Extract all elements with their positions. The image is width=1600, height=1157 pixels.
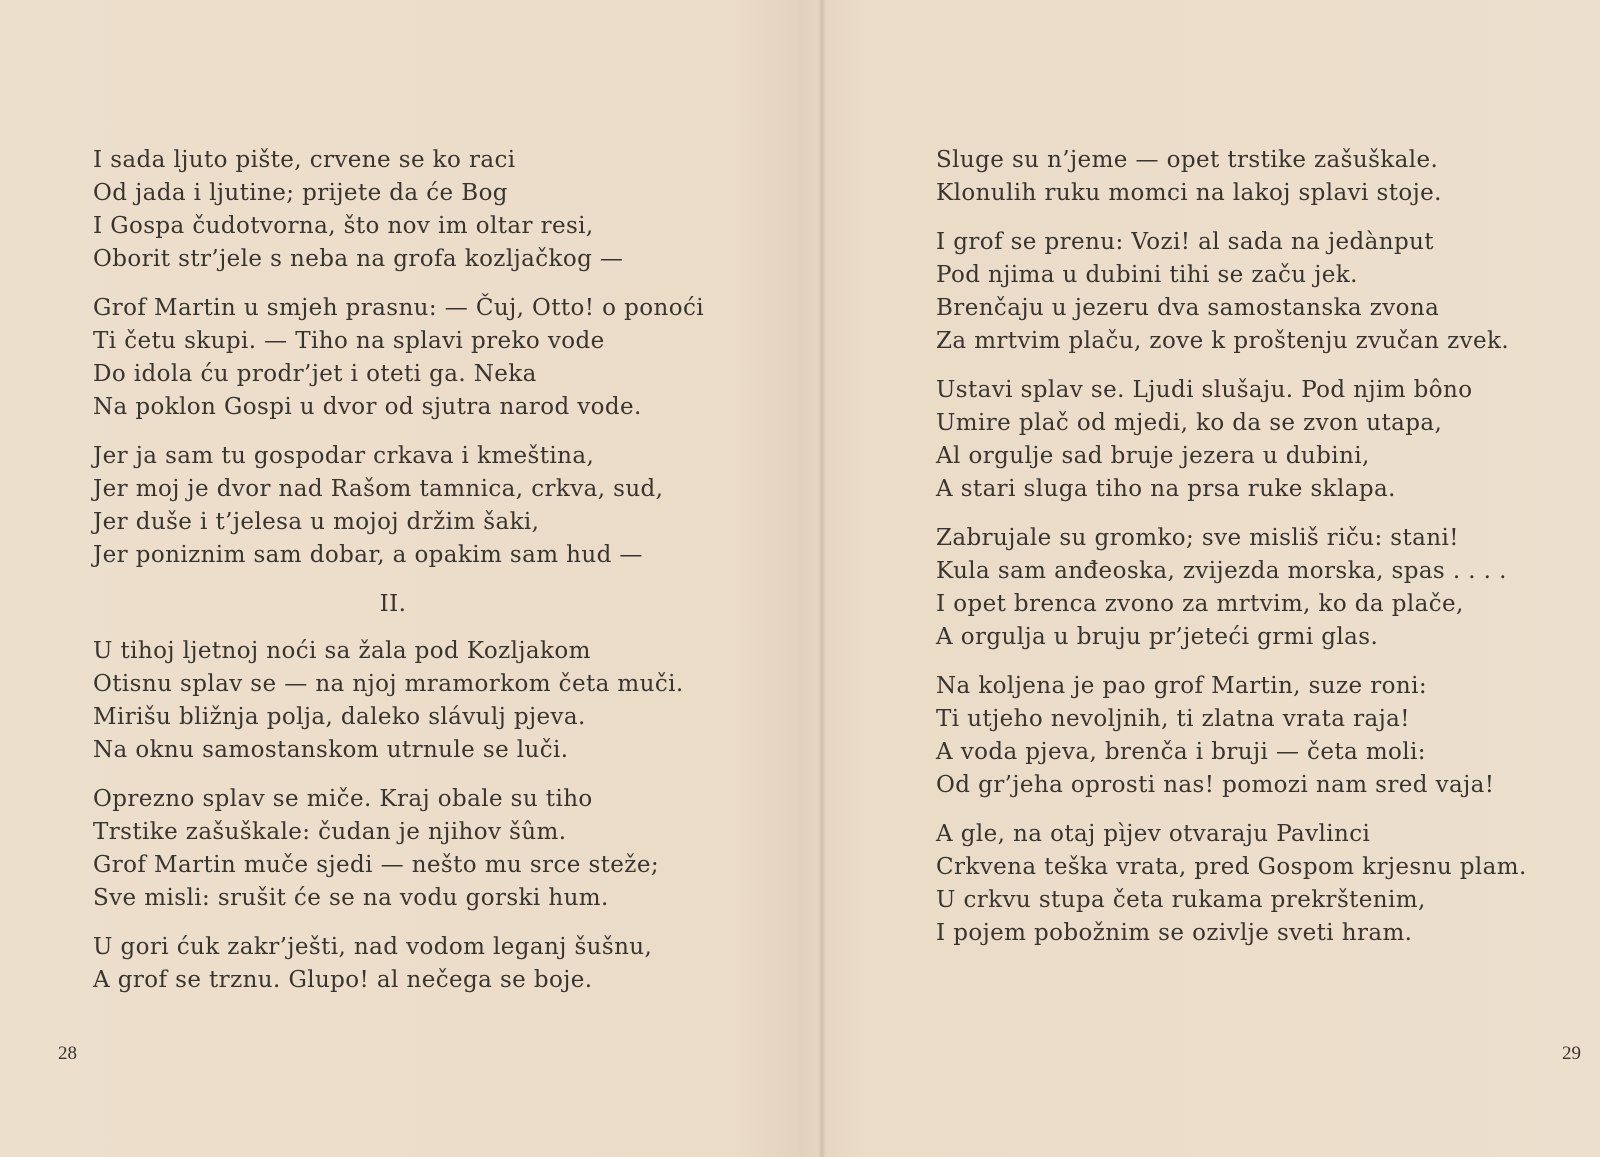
verse-line: U tihoj ljetnoj noći sa žala pod Kozljakom (93, 638, 591, 664)
verse-line: Pod njima u dubini tihi se začu jek. (936, 262, 1358, 288)
verse-line: Za mrtvim plaču, zove k proštenju zvučan zvek. (936, 328, 1510, 354)
verse-line: I sada ljuto pište, crvene se ko raci (93, 147, 516, 173)
right-page-number: 29 (1562, 1043, 1581, 1064)
stanza (93, 635, 704, 767)
verse-line: Otisnu splav se — na njoj mramorkom četa muči. (93, 671, 684, 697)
stanza (936, 144, 1527, 210)
verse-line: Crkvena teška vrata, pred Gospom krjesnu plam. (936, 854, 1527, 880)
verse-line: Grof Martin u smjeh prasnu: — Čuj, Otto! o ponoći (93, 295, 704, 321)
right-page (826, 0, 1600, 1157)
section-heading: II. (379, 591, 407, 617)
verse-line: U crkvu stupa četa rukama prekrštenim, (936, 887, 1426, 913)
stanza (93, 931, 704, 997)
left-page-text (93, 144, 704, 1013)
book-gutter (818, 0, 826, 1157)
verse-line: Umire plač od mjedi, ko da se zvon utapa, (936, 410, 1443, 436)
verse-line: Jer duše i t’jelesa u mojoj držim šaki, (93, 509, 540, 535)
stanza (936, 818, 1527, 950)
verse-line: Do idola ću prodr’jet i oteti ga. Neka (93, 361, 537, 387)
verse-line: Oborit str’jele s neba na grofa kozljačkog — (93, 246, 624, 272)
verse-line: Od gr’jeha oprosti nas! pomozi nam sred vaja! (936, 772, 1495, 798)
verse-line: Jer moj je dvor nad Rašom tamnica, crkva, sud, (93, 476, 664, 502)
verse-line: Na oknu samostanskom utrnule se luči. (93, 737, 569, 763)
verse-line: Na koljena je pao grof Martin, suze roni: (936, 673, 1428, 699)
verse-line: Jer ja sam tu gospodar crkava i kmeština, (93, 443, 595, 469)
stanza (936, 374, 1527, 506)
verse-line: Zabrujale su gromko; sve misliš riču: stani! (936, 525, 1459, 551)
verse-line: Ustavi splav se. Ljudi slušaju. Pod njim bôno (936, 377, 1473, 403)
verse-line: Al orgulje sad bruje jezera u dubini, (936, 443, 1370, 469)
stanza (936, 226, 1527, 358)
verse-line: Od jada i ljutine; prijete da će Bog (93, 180, 508, 206)
verse-line: I pojem pobožnim se ozivlje sveti hram. (936, 920, 1413, 946)
verse-line: Ti utjeho nevoljnih, ti zlatna vrata raja! (936, 706, 1410, 732)
verse-line: Sve misli: srušit će se na vodu gorski hum. (93, 885, 609, 911)
left-stanzas-after-heading (93, 635, 704, 997)
verse-line: Mirišu bližnja polja, daleko slávulj pjeva. (93, 704, 586, 730)
stanza (93, 440, 704, 572)
verse-line: Jer poniznim sam dobar, a opakim sam hud — (93, 542, 643, 568)
stanza (93, 144, 704, 276)
verse-line: Oprezno splav se miče. Kraj obale su tiho (93, 786, 593, 812)
verse-line: A voda pjeva, brenča i bruji — četa moli: (936, 739, 1426, 765)
stanza (93, 783, 704, 915)
verse-line: Brenčaju u jezeru dva samostanska zvona (936, 295, 1440, 321)
verse-line: A stari sluga tiho na prsa ruke sklapa. (936, 476, 1396, 502)
stanza (936, 670, 1527, 802)
stanza (936, 522, 1527, 654)
verse-line: I Gospa čudotvorna, što nov im oltar resi, (93, 213, 594, 239)
verse-line: Sluge su n’jeme — opet trstike zašuškale. (936, 147, 1439, 173)
verse-line: Klonulih ruku momci na lakoj splavi stoje. (936, 180, 1442, 206)
verse-line: U gori ćuk zakr’ješti, nad vodom leganj šušnu, (93, 934, 653, 960)
verse-line: Grof Martin muče sjedi — nešto mu srce steže; (93, 852, 659, 878)
verse-line: Trstike zašuškale: čudan je njihov šûm. (93, 819, 567, 845)
right-page-text (936, 144, 1527, 966)
verse-line: Na poklon Gospi u dvor od sjutra narod vode. (93, 394, 642, 420)
stanza (93, 292, 704, 424)
verse-line: Kula sam anđeoska, zvijezda morska, spas . . . . (936, 558, 1507, 584)
verse-line: A grof se trznu. Glupo! al nečega se boje. (93, 967, 593, 993)
verse-line: A orgulja u bruju pr’jeteći grmi glas. (936, 624, 1379, 650)
left-stanzas-before-heading (93, 144, 704, 572)
verse-line: I grof se prenu: Vozi! al sada na jedànput (936, 229, 1434, 255)
left-page-number: 28 (58, 1043, 77, 1064)
verse-line: Ti četu skupi. — Tiho na splavi preko vode (93, 328, 605, 354)
right-stanzas (936, 144, 1527, 950)
verse-line: A gle, na otaj pìjev otvaraju Pavlinci (936, 821, 1371, 847)
verse-line: I opet brenca zvono za mrtvim, ko da plače, (936, 591, 1464, 617)
